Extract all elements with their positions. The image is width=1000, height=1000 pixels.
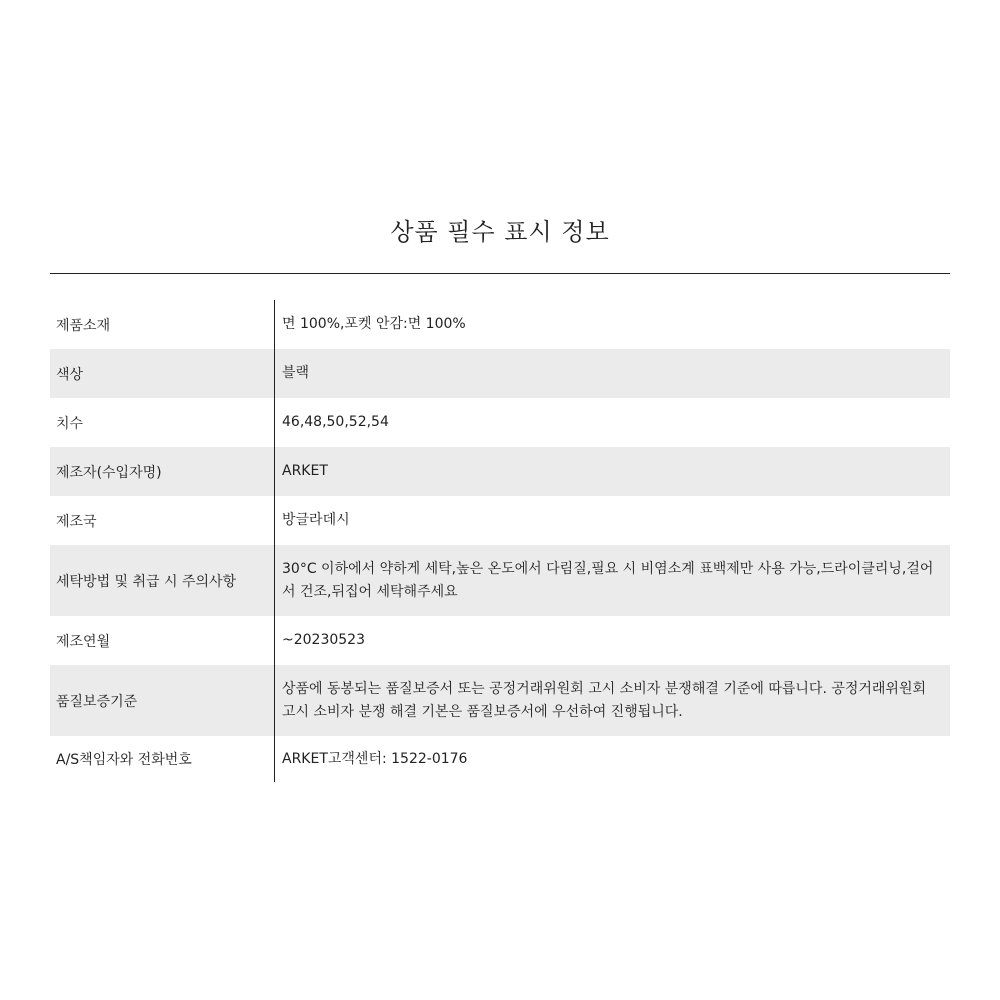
table-row-care: [50, 545, 950, 616]
table-row-material: [50, 300, 950, 349]
row-value: 상품에 동봉되는 품질보증서 또는 공정거래위원회 고시 소비자 분쟁해결 기준에 따릅니다. 공정거래위원회 고시 소비자 분쟁 해결 기본은 품질보증서에 우선하여 진행됩니다.: [282, 680, 927, 720]
row-value: ~20230523: [282, 632, 365, 648]
row-label: 색상: [56, 366, 84, 383]
row-label: 치수: [56, 415, 84, 432]
title-divider: [50, 273, 950, 274]
row-value: ARKET: [282, 463, 328, 479]
row-value: 면 100%,포켓 안감:면 100%: [282, 316, 466, 332]
row-label: 제품소재: [56, 317, 111, 334]
row-value: 46,48,50,52,54: [282, 414, 389, 430]
table-row-date: [50, 616, 950, 665]
table-row-country: [50, 496, 950, 545]
table-row-size: [50, 398, 950, 447]
table-row-manufacturer: [50, 447, 950, 496]
table-row-color: [50, 349, 950, 398]
table-row-as-contact: [50, 736, 950, 782]
row-value: 블랙: [282, 365, 310, 381]
row-label: 제조자(수입자명): [56, 464, 162, 481]
column-divider: [274, 300, 275, 782]
row-label: A/S책임자와 전화번호: [56, 752, 192, 768]
row-value: ARKET고객센터: 1522-0176: [282, 750, 468, 767]
product-info-table: [50, 300, 950, 782]
row-label: 품질보증기준: [56, 693, 138, 710]
table-row-warranty: [50, 665, 950, 736]
row-value: 30°C 이하에서 약하게 세탁,높은 온도에서 다림질,필요 시 비염소계 표백제만 사용 가능,드라이클리닝,걸어서 건조,뒤집어 세탁해주세요: [282, 560, 934, 600]
row-label: 제조연월: [56, 633, 111, 650]
row-value: 방글라데시: [282, 512, 350, 528]
page-title: 상품 필수 표시 정보: [390, 218, 610, 246]
row-label: 세탁방법 및 취급 시 주의사항: [56, 573, 237, 590]
row-label: 제조국: [56, 513, 97, 530]
